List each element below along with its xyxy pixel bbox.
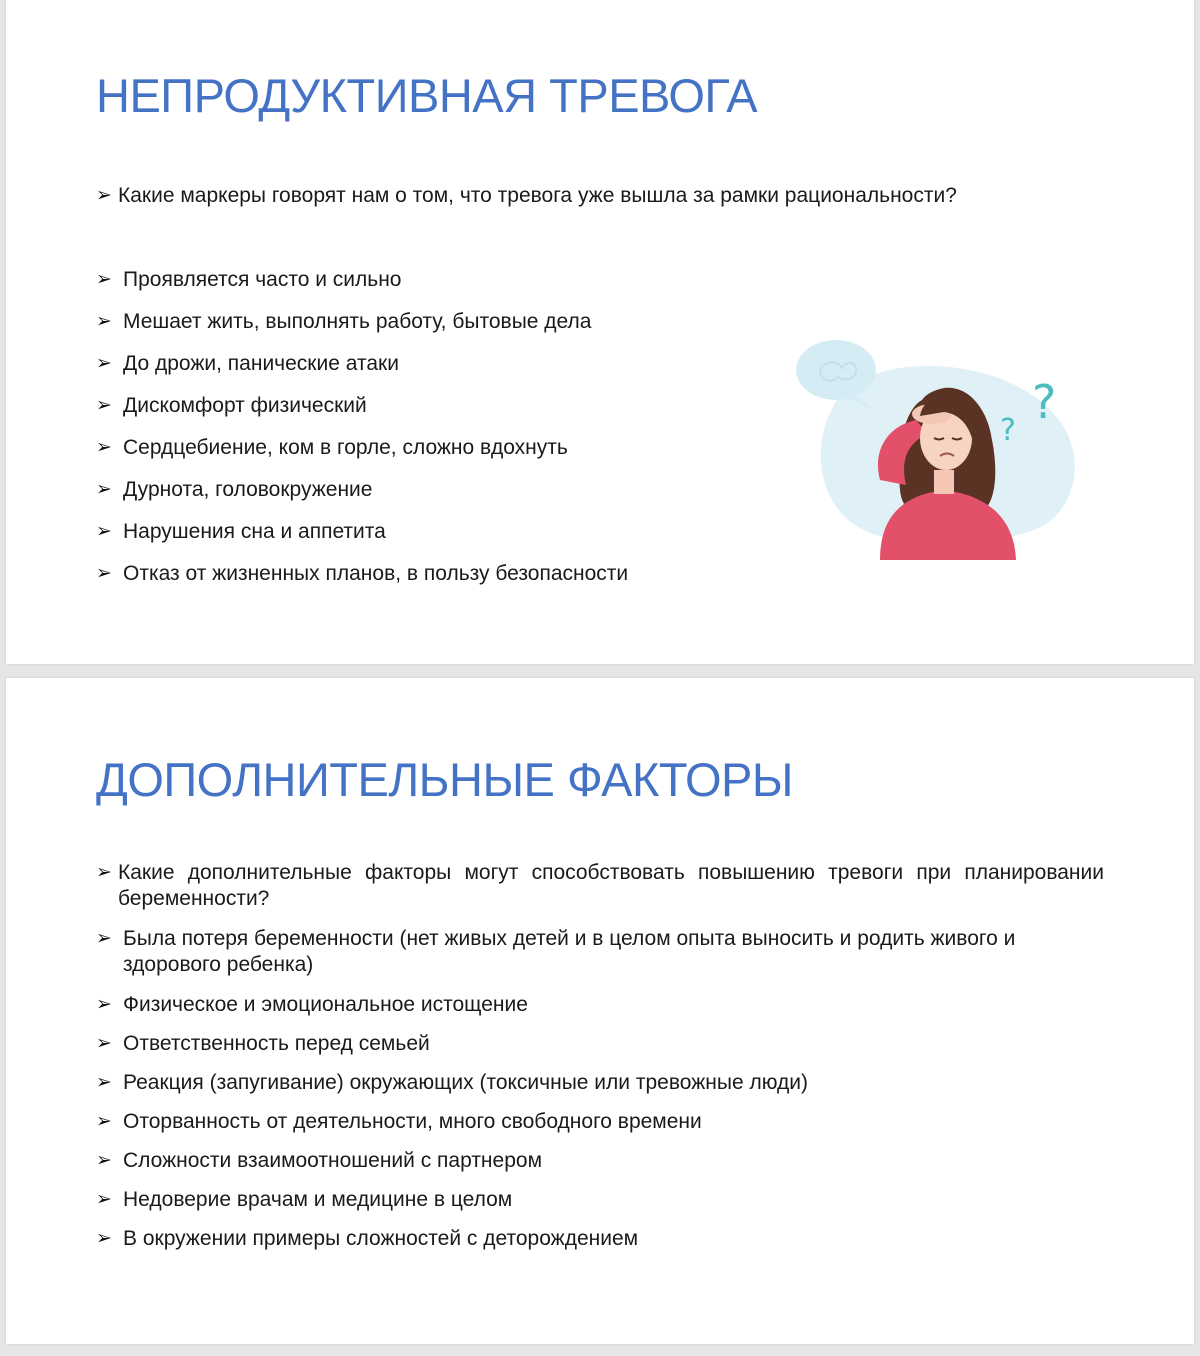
list-item-text: Сердцебиение, ком в горле, сложно вдохнуть xyxy=(123,436,568,459)
bullet-arrow-icon: ➢ xyxy=(96,269,112,290)
bullet-arrow-icon: ➢ xyxy=(96,1150,112,1171)
list-item xyxy=(96,561,628,587)
bullet-arrow-icon: ➢ xyxy=(96,437,112,458)
question-text: Какие дополнительные факторы могут способствовать повышению тревоги при планировании беременности? xyxy=(118,861,1104,910)
bullet-arrow-icon: ➢ xyxy=(96,311,112,332)
bullet-arrow-icon: ➢ xyxy=(96,994,112,1015)
list-item xyxy=(96,267,401,293)
list-item-text: Недоверие врачам и медицине в целом xyxy=(123,1188,513,1211)
list-item-text: До дрожи, панические атаки xyxy=(123,352,399,375)
list-item xyxy=(96,309,591,335)
bullet-arrow-icon: ➢ xyxy=(96,353,112,374)
list-item xyxy=(96,351,399,377)
list-item-text: Оторванность от деятельности, много свободного времени xyxy=(123,1110,702,1133)
list-item xyxy=(96,435,568,461)
bullet-arrow-icon: ➢ xyxy=(96,521,112,542)
list-item xyxy=(96,926,1103,978)
bullet-arrow-icon: ➢ xyxy=(96,1228,112,1249)
list-item-text: Была потеря беременности (нет живых детей и в целом опыта выносить и родить живого и здорового ребенка) xyxy=(123,927,1016,976)
list-item-text: Дискомфорт физический xyxy=(123,394,367,417)
list-item xyxy=(96,519,386,545)
slide-2-title: ДОПОЛНИТЕЛЬНЫЕ ФАКТОРЫ xyxy=(96,753,794,806)
bullet-arrow-icon: ➢ xyxy=(96,479,112,500)
bullet-arrow-icon: ➢ xyxy=(96,1111,112,1132)
slide-1-question xyxy=(96,183,957,209)
thought-bubble-icon xyxy=(796,340,876,400)
bullet-arrow-icon: ➢ xyxy=(96,928,112,949)
slide-2 xyxy=(6,678,1194,1344)
bullet-arrow-icon: ➢ xyxy=(96,185,112,206)
list-item-text: Проявляется часто и сильно xyxy=(123,268,402,291)
list-item-text: Нарушения сна и аппетита xyxy=(123,520,386,543)
list-item xyxy=(96,1070,808,1096)
list-item-text: Дурнота, головокружение xyxy=(123,478,373,501)
bullet-arrow-icon: ➢ xyxy=(96,862,112,883)
list-item-text: Сложности взаимоотношений с партнером xyxy=(123,1149,543,1172)
list-item-text: Мешает жить, выполнять работу, бытовые дела xyxy=(123,310,592,333)
slide-1-title: НЕПРОДУКТИВНАЯ ТРЕВОГА xyxy=(96,69,758,122)
list-item xyxy=(96,477,372,503)
question-text: Какие маркеры говорят нам о том, что тревога уже вышла за рамки рациональности? xyxy=(118,184,957,207)
question-mark-large-icon: ? xyxy=(1032,375,1057,429)
list-item-text: Отказ от жизненных планов, в пользу безопасности xyxy=(123,562,629,585)
neck xyxy=(934,470,954,494)
list-item-text: Ответственность перед семьей xyxy=(123,1032,430,1055)
list-item xyxy=(96,393,367,419)
list-item-text: В окружении примеры сложностей с деторождением xyxy=(123,1227,639,1250)
bullet-arrow-icon: ➢ xyxy=(96,1189,112,1210)
list-item xyxy=(96,1031,430,1057)
question-mark-small-icon: ? xyxy=(1000,413,1016,448)
list-item xyxy=(96,1226,638,1252)
list-item-text: Физическое и эмоциональное истощение xyxy=(123,993,528,1016)
list-item xyxy=(96,1148,542,1174)
bullet-arrow-icon: ➢ xyxy=(96,563,112,584)
list-item xyxy=(96,992,528,1018)
bullet-arrow-icon: ➢ xyxy=(96,1033,112,1054)
list-item xyxy=(96,1187,512,1213)
bullet-arrow-icon: ➢ xyxy=(96,395,112,416)
anxious-woman-illustration xyxy=(784,330,1084,560)
bullet-arrow-icon: ➢ xyxy=(96,1072,112,1093)
list-item xyxy=(96,1109,702,1135)
slide-2-question xyxy=(96,860,1104,912)
list-item-text: Реакция (запугивание) окружающих (токсичные или тревожные люди) xyxy=(123,1071,808,1094)
slide-1 xyxy=(6,0,1194,664)
